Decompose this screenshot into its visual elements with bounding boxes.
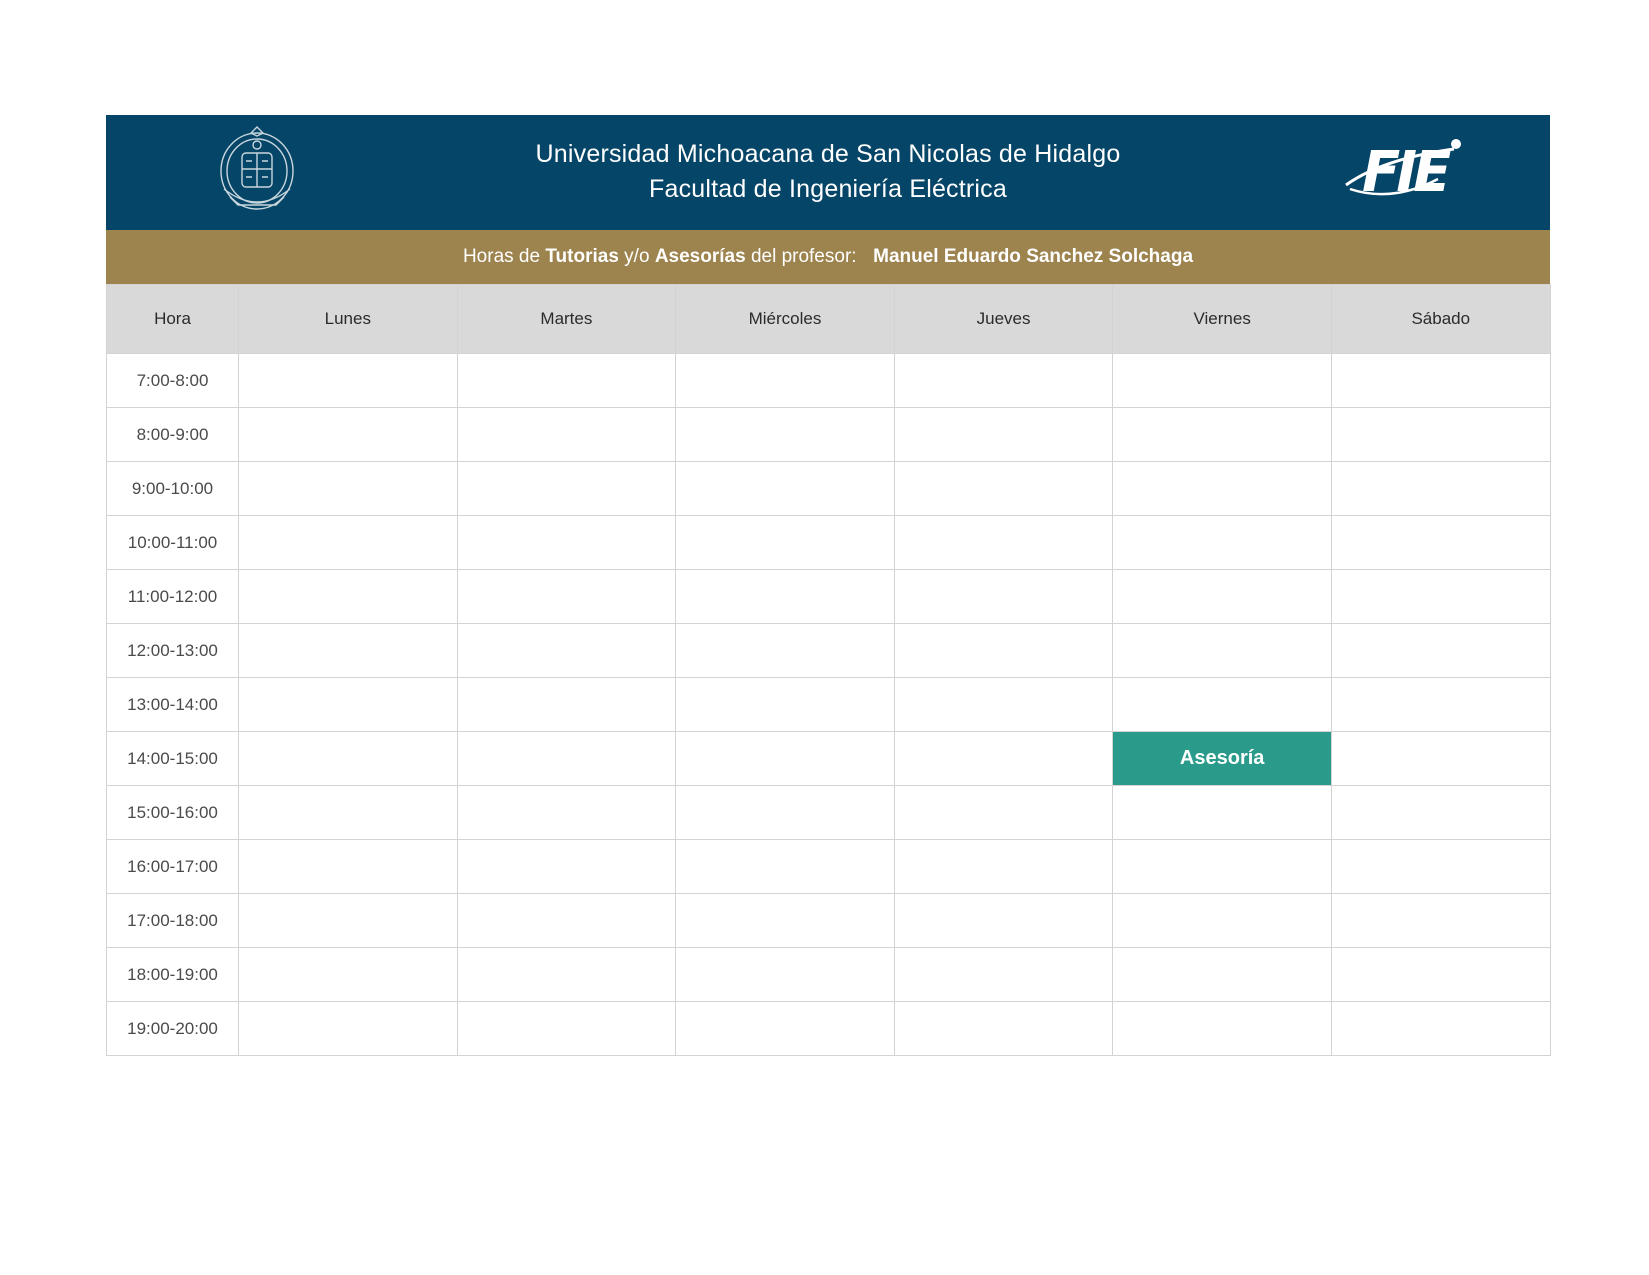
fie-logo-text: FIE (1362, 140, 1448, 205)
schedule-cell (239, 840, 458, 894)
schedule-cell (1113, 408, 1332, 462)
header-banner (106, 115, 1550, 230)
schedule-cell (1331, 948, 1550, 1002)
schedule-cell (457, 948, 676, 1002)
schedule-cell (457, 732, 676, 786)
schedule-cell (457, 840, 676, 894)
hour-cell: 19:00-20:00 (107, 1002, 239, 1056)
column-header-lunes: Lunes (239, 285, 458, 354)
schedule-cell (1113, 354, 1332, 408)
schedule-cell (894, 1002, 1113, 1056)
table-row (107, 1002, 1551, 1056)
schedule-cell (1113, 516, 1332, 570)
table-row (107, 732, 1551, 786)
table-row (107, 462, 1551, 516)
table-row (107, 516, 1551, 570)
schedule-cell (239, 516, 458, 570)
hour-cell: 9:00-10:00 (107, 462, 239, 516)
table-row (107, 948, 1551, 1002)
schedule-cell (676, 1002, 895, 1056)
schedule-cell (457, 570, 676, 624)
schedule-cell (894, 408, 1113, 462)
schedule-cell (457, 678, 676, 732)
table-row (107, 786, 1551, 840)
header-titles (406, 137, 1250, 207)
hour-cell: 14:00-15:00 (107, 732, 239, 786)
schedule-cell (894, 354, 1113, 408)
schedule-cell (676, 408, 895, 462)
schedule-cell (457, 462, 676, 516)
column-header-hora: Hora (107, 285, 239, 354)
schedule-cell (1331, 624, 1550, 678)
band-text-part3: del profesor: (750, 246, 857, 267)
schedule-cell (894, 894, 1113, 948)
table-row (107, 840, 1551, 894)
schedule-cell (894, 732, 1113, 786)
schedule-cell (1331, 840, 1550, 894)
schedule-cell (676, 732, 895, 786)
schedule-cell (1113, 624, 1332, 678)
table-row (107, 894, 1551, 948)
schedule-header-row (107, 285, 1551, 354)
band-asesorias: Asesorías (654, 246, 746, 267)
schedule-cell (676, 786, 895, 840)
table-row (107, 570, 1551, 624)
table-row (107, 354, 1551, 408)
schedule-cell (1331, 894, 1550, 948)
schedule-cell (1113, 948, 1332, 1002)
schedule-cell (1113, 786, 1332, 840)
band-tutorias: Tutorias (545, 246, 619, 267)
column-header-viernes: Viernes (1113, 285, 1332, 354)
hour-cell: 15:00-16:00 (107, 786, 239, 840)
schedule-cell (894, 516, 1113, 570)
schedule-cell (457, 408, 676, 462)
schedule-cell (1113, 894, 1332, 948)
schedule-cell (239, 570, 458, 624)
hour-cell: 11:00-12:00 (107, 570, 239, 624)
hour-cell: 17:00-18:00 (107, 894, 239, 948)
schedule-cell (239, 678, 458, 732)
schedule-cell (1331, 1002, 1550, 1056)
band-text-part1: Horas de (462, 246, 541, 267)
university-seal-logo (216, 123, 298, 213)
schedule-cell (1113, 678, 1332, 732)
schedule-cell (239, 354, 458, 408)
schedule-cell (239, 786, 458, 840)
hour-cell: 10:00-11:00 (107, 516, 239, 570)
column-header-martes: Martes (457, 285, 676, 354)
schedule-cell (457, 894, 676, 948)
schedule-cell (457, 624, 676, 678)
schedule-cell (676, 354, 895, 408)
schedule-cell (457, 516, 676, 570)
schedule-cell (894, 786, 1113, 840)
schedule-cell (239, 894, 458, 948)
schedule-cell (1331, 516, 1550, 570)
hour-cell: 12:00-13:00 (107, 624, 239, 678)
schedule-cell (1113, 840, 1332, 894)
schedule-cell (676, 894, 895, 948)
schedule-cell (894, 840, 1113, 894)
schedule-cell (1331, 408, 1550, 462)
hour-cell: 16:00-17:00 (107, 840, 239, 894)
schedule-cell (894, 678, 1113, 732)
schedule-cell (1113, 462, 1332, 516)
fie-logo (1342, 127, 1466, 207)
schedule-cell (457, 354, 676, 408)
schedule-cell (239, 948, 458, 1002)
column-header-sabado: Sábado (1331, 285, 1550, 354)
schedule-cell (676, 948, 895, 1002)
faculty-name: Facultad de Ingeniería Eléctrica (649, 175, 1007, 203)
column-header-jueves: Jueves (894, 285, 1113, 354)
schedule-cell (894, 570, 1113, 624)
hour-cell: 13:00-14:00 (107, 678, 239, 732)
schedule-cell (239, 408, 458, 462)
schedule-cell (457, 1002, 676, 1056)
schedule-cell (676, 570, 895, 624)
table-row (107, 678, 1551, 732)
schedule-cell (1331, 786, 1550, 840)
schedule-cell (894, 624, 1113, 678)
schedule-cell (1113, 1002, 1332, 1056)
university-name: Universidad Michoacana de San Nicolas de Hidalgo (535, 140, 1121, 168)
band-text-part2: y/o (624, 246, 650, 267)
hour-cell: 18:00-19:00 (107, 948, 239, 1002)
schedule-cell (1331, 732, 1550, 786)
professor-band (106, 230, 1550, 284)
schedule-cell (1331, 462, 1550, 516)
schedule-cell (1113, 570, 1332, 624)
schedule-table (106, 284, 1551, 1056)
schedule-cell (676, 624, 895, 678)
schedule-cell (239, 462, 458, 516)
schedule-cell (239, 732, 458, 786)
schedule-cell (239, 1002, 458, 1056)
hour-cell: 7:00-8:00 (107, 354, 239, 408)
professor-name: Manuel Eduardo Sanchez Solchaga (873, 246, 1194, 267)
schedule-cell (894, 462, 1113, 516)
schedule-cell (1331, 678, 1550, 732)
schedule-cell (1331, 570, 1550, 624)
table-row (107, 624, 1551, 678)
schedule-cell (457, 786, 676, 840)
schedule-cell (1331, 354, 1550, 408)
table-row (107, 408, 1551, 462)
column-header-miercoles: Miércoles (676, 285, 895, 354)
schedule-cell (239, 624, 458, 678)
asesoria-slot: Asesoría (1113, 732, 1332, 786)
schedule-cell (676, 840, 895, 894)
schedule-cell (676, 462, 895, 516)
schedule-cell (676, 678, 895, 732)
schedule-cell (676, 516, 895, 570)
schedule-cell (894, 948, 1113, 1002)
hour-cell: 8:00-9:00 (107, 408, 239, 462)
